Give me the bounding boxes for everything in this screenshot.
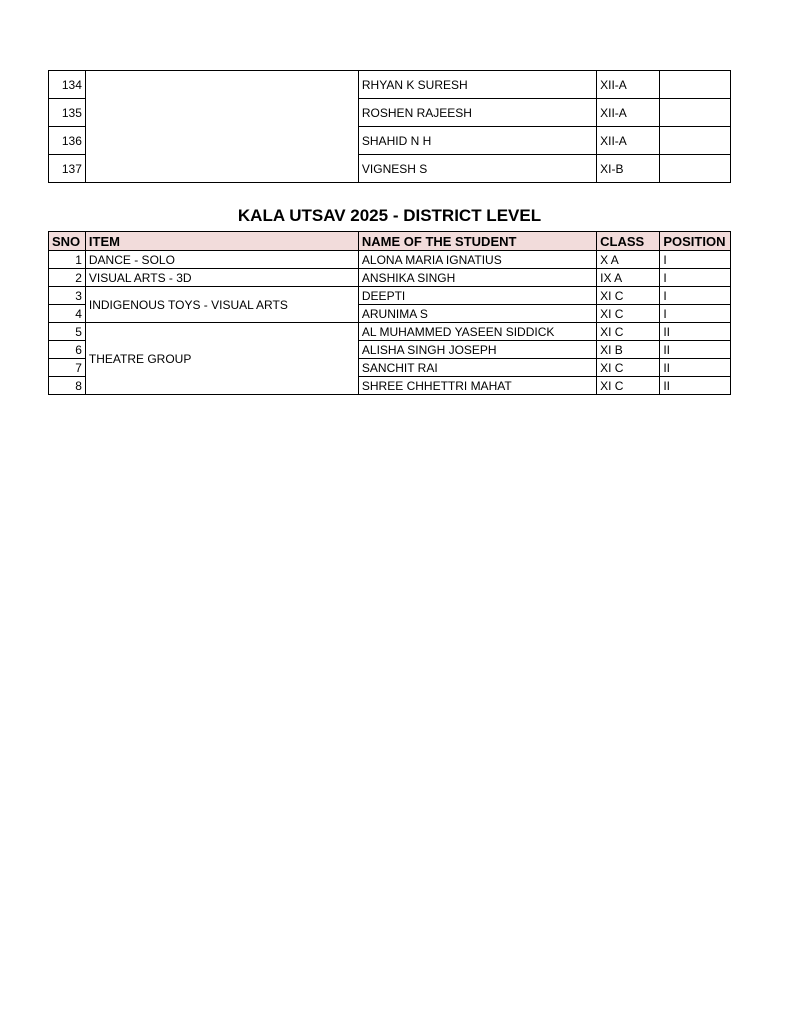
sno-cell: 3 (49, 287, 86, 305)
sno-cell: 8 (49, 377, 86, 395)
class-cell: XI C (597, 377, 660, 395)
position-cell (660, 155, 731, 183)
class-cell: XII-A (597, 71, 660, 99)
position-cell: I (660, 287, 731, 305)
class-cell: XI C (597, 287, 660, 305)
header-name: NAME OF THE STUDENT (358, 232, 596, 251)
position-cell: I (660, 269, 731, 287)
table-row (49, 71, 731, 99)
section-title: KALA UTSAV 2025 - DISTRICT LEVEL (237, 206, 542, 225)
sno-cell: 135 (49, 99, 86, 127)
class-cell: XI-B (597, 155, 660, 183)
header-sno: SNO (49, 232, 86, 251)
header-row (49, 232, 731, 251)
class-cell: X A (597, 251, 660, 269)
class-cell: XI C (597, 359, 660, 377)
item-cell: INDIGENOUS TOYS - VISUAL ARTS (85, 287, 358, 323)
student-name-cell: ALONA MARIA IGNATIUS (358, 251, 596, 269)
class-cell: IX A (597, 269, 660, 287)
sno-cell: 1 (49, 251, 86, 269)
sno-cell: 6 (49, 341, 86, 359)
position-cell (660, 99, 731, 127)
position-cell (660, 127, 731, 155)
sno-cell: 7 (49, 359, 86, 377)
student-name-cell: SHAHID N H (358, 127, 596, 155)
table-row (49, 287, 731, 305)
item-cell: DANCE - SOLO (85, 251, 358, 269)
student-name-cell: SHREE CHHETTRI MAHAT (358, 377, 596, 395)
student-name-cell: VIGNESH S (358, 155, 596, 183)
class-cell: XI C (597, 305, 660, 323)
student-name-cell: ROSHEN RAJEESH (358, 99, 596, 127)
position-cell: II (660, 323, 731, 341)
position-cell (660, 71, 731, 99)
student-name-cell: ANSHIKA SINGH (358, 269, 596, 287)
sno-cell: 137 (49, 155, 86, 183)
position-cell: II (660, 377, 731, 395)
student-name-cell: AL MUHAMMED YASEEN SIDDICK (358, 323, 596, 341)
sno-cell: 5 (49, 323, 86, 341)
continuation-table (48, 70, 731, 183)
table-row (49, 323, 731, 341)
header-class: CLASS (597, 232, 660, 251)
item-cell: THEATRE GROUP (85, 323, 358, 395)
student-name-cell: RHYAN K SURESH (358, 71, 596, 99)
table-row (49, 269, 731, 287)
sno-cell: 134 (49, 71, 86, 99)
student-name-cell: DEEPTI (358, 287, 596, 305)
header-position: POSITION (660, 232, 731, 251)
student-name-cell: SANCHIT RAI (358, 359, 596, 377)
district-level-table (48, 231, 731, 395)
position-cell: II (660, 359, 731, 377)
sno-cell: 2 (49, 269, 86, 287)
class-cell: XI B (597, 341, 660, 359)
position-cell: II (660, 341, 731, 359)
sno-cell: 4 (49, 305, 86, 323)
item-cell: VISUAL ARTS - 3D (85, 269, 358, 287)
class-cell: XI C (597, 323, 660, 341)
student-name-cell: ALISHA SINGH JOSEPH (358, 341, 596, 359)
position-cell: I (660, 305, 731, 323)
table-row (49, 251, 731, 269)
position-cell: I (660, 251, 731, 269)
class-cell: XII-A (597, 99, 660, 127)
item-cell (85, 71, 358, 183)
sno-cell: 136 (49, 127, 86, 155)
student-name-cell: ARUNIMA S (358, 305, 596, 323)
header-item: ITEM (85, 232, 358, 251)
class-cell: XII-A (597, 127, 660, 155)
